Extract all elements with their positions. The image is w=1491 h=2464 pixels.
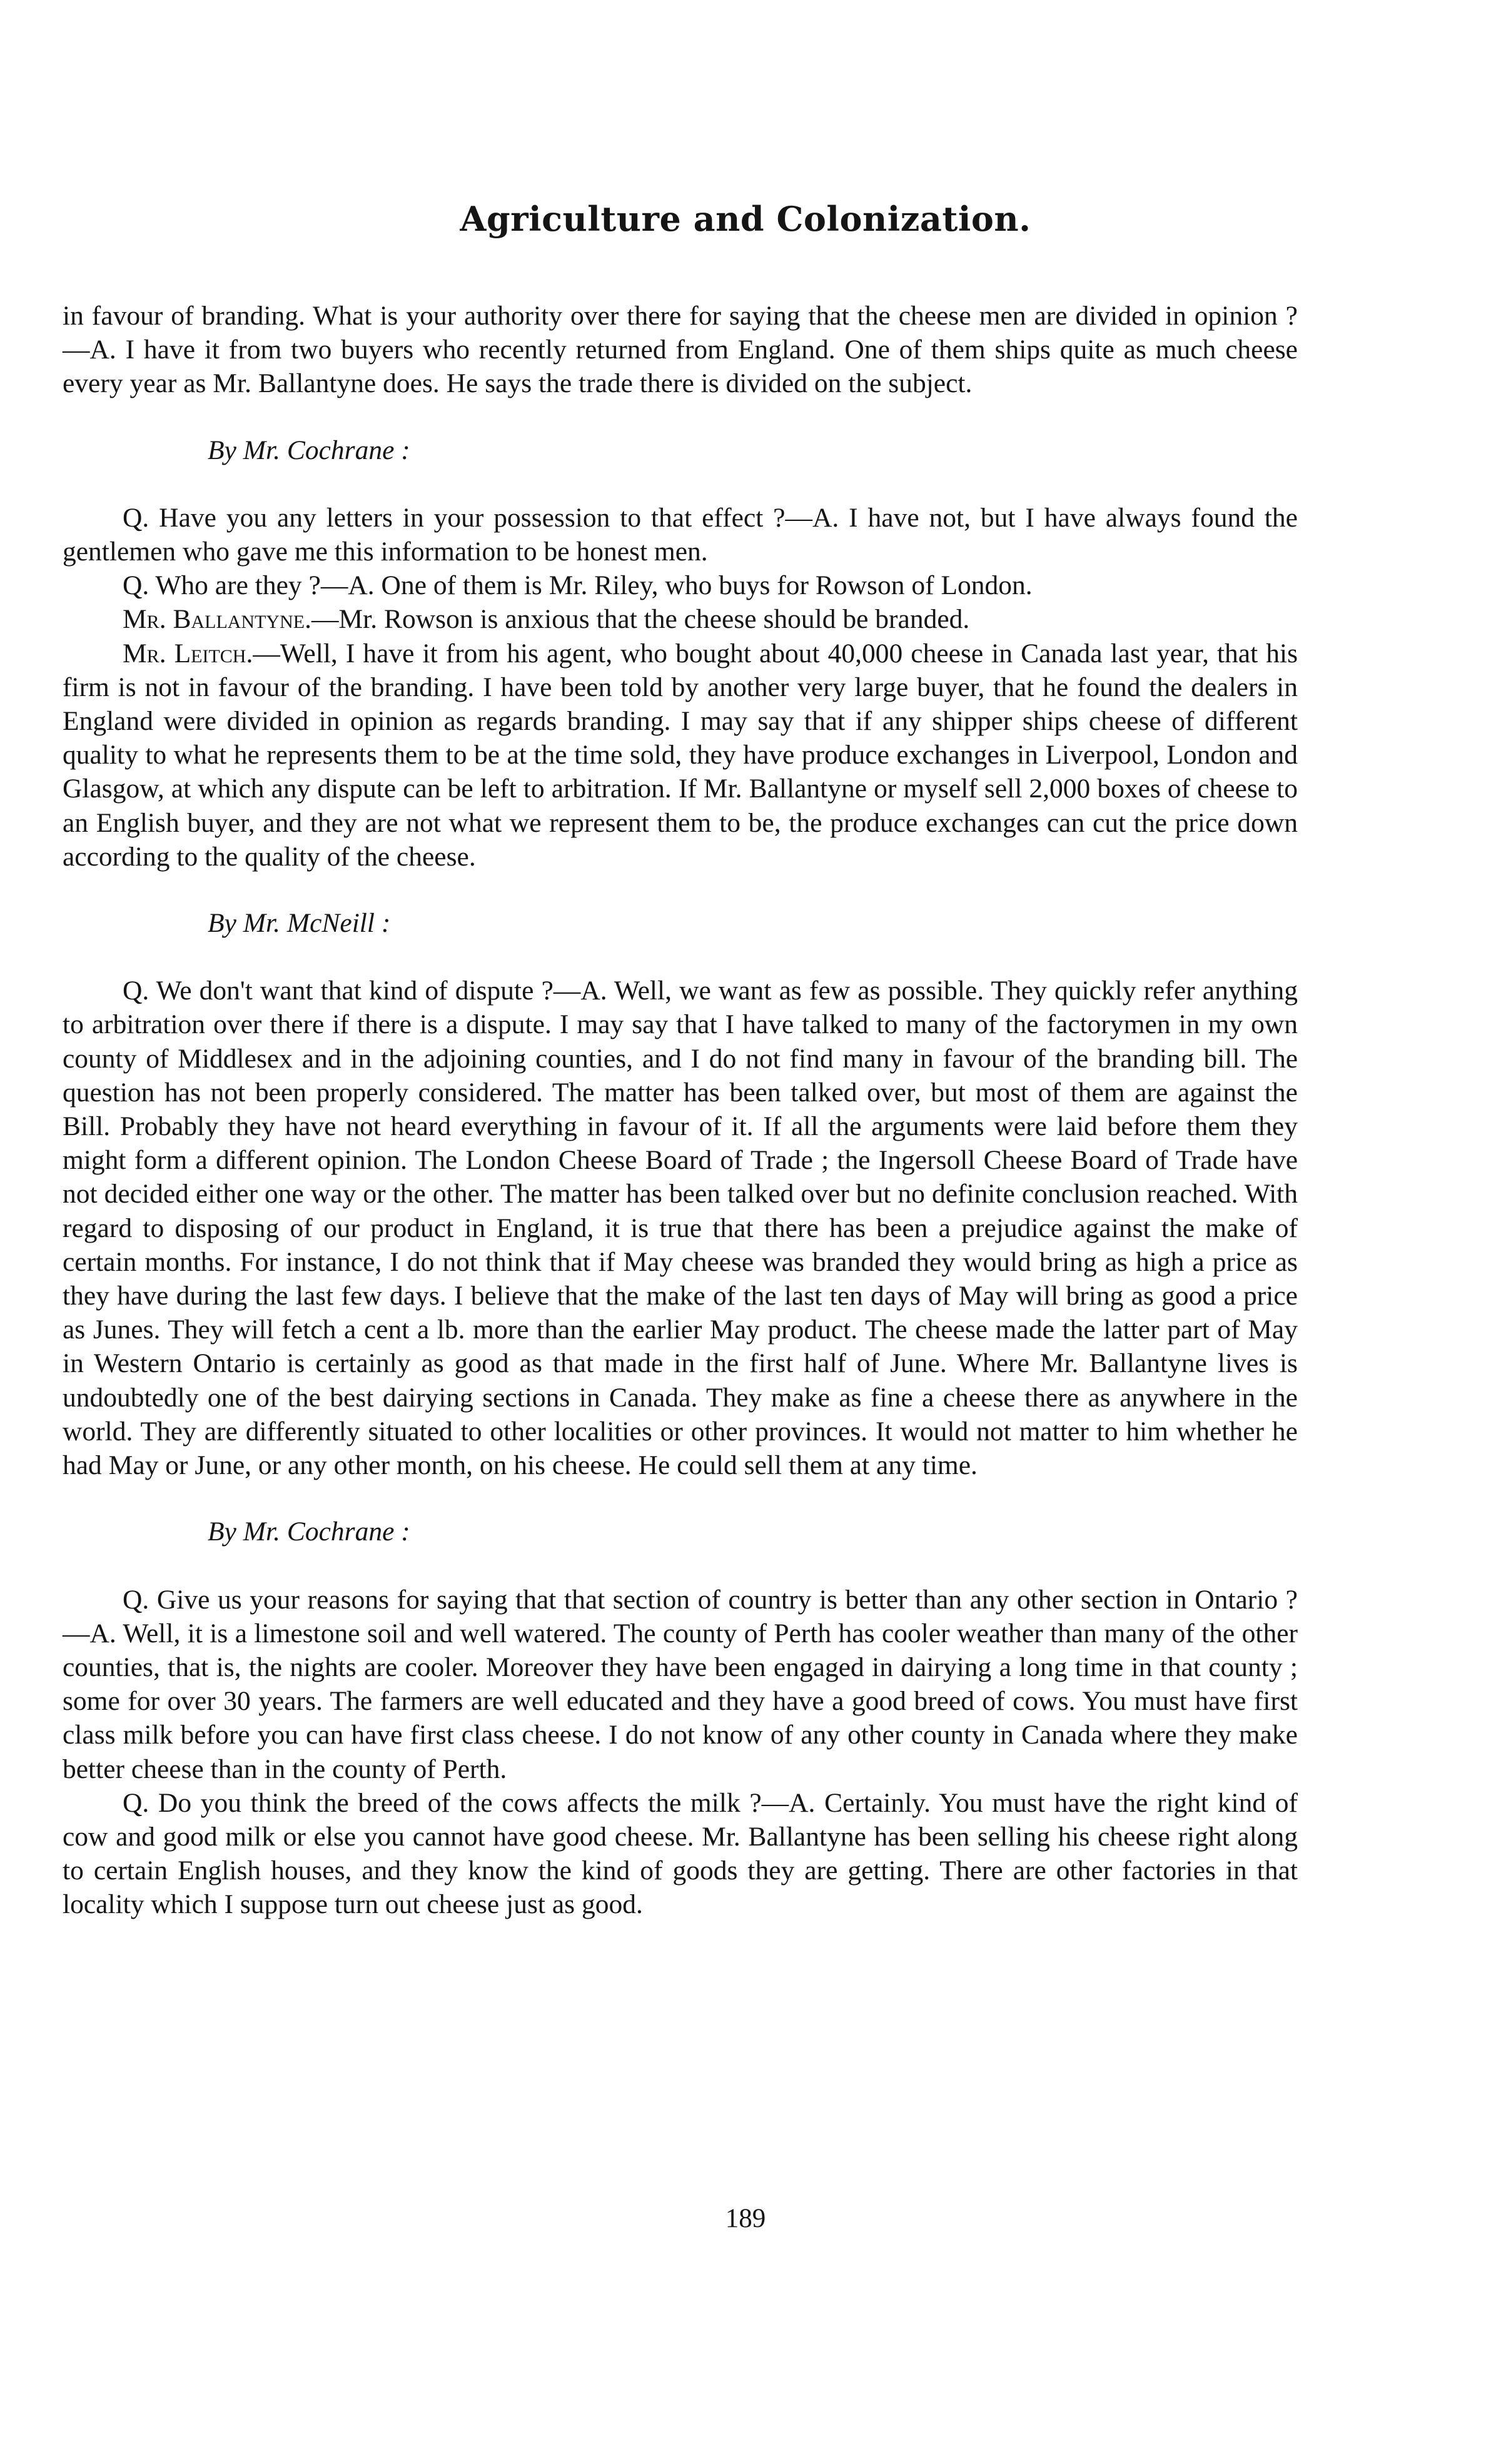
paragraph-statement [63, 637, 1298, 874]
speaker-heading-cochrane: By Mr. Cochrane : [208, 1517, 410, 1547]
speaker-name: Mr. Leitch. [123, 638, 253, 669]
document-body [63, 299, 1298, 1922]
speaker-heading-cochrane: By Mr. Cochrane : [208, 435, 410, 465]
paragraph-question: Q. Do you think the breed of the cows affects the milk ?—A. Certainly. You must have the right kind of cow and good milk or else you cannot have good cheese. Mr. Ballantyne has been selling his cheese right along to certain English houses, and they know the kind of goods they are getting. There are other factories in that locality which I suppose turn out cheese just as good. [63, 1787, 1298, 1920]
paragraph-question: Q. Have you any letters in your possession to that effect ?—A. I have not, but I have always found the gentlemen who gave me this information to be honest men. [63, 502, 1298, 567]
page-number: 189 [725, 2204, 766, 2233]
page-title: Agriculture and Colonization. [460, 199, 1031, 239]
speaker-name: Mr. Ballantyne. [123, 604, 311, 635]
paragraph-question: Q. Who are they ?—A. One of them is Mr. Riley, who buys for Rowson of London. [123, 570, 1033, 601]
paragraph-question: Q. We don't want that kind of dispute ?—A. Well, we want as few as possible. They quickly refer anything to arbitration over there if there is a dispute. I may say that I have talked to many of the factorymen in my own county of Middlesex and in the adjoining counties, and I do not find many in favour of the branding bill. The question has not been properly considered. The matter has been talked over, but most of them are against the Bill. Probably they have not heard everything in favour of it. If all the arguments were laid before them they might form a different opinion. The London Cheese Board of Trade ; the Ingersoll Cheese Board of Trade have not decided either one way or the other. The matter has been talked over but no definite conclusion reached. With regard to disposing of our product in England, it is true that there has been a prejudice against the make of certain months. For instance, I do not think that if May cheese was branded they would bring as high a price as they have during the last few days. I believe that the make of the last ten days of May will bring as good a price as Junes. They will fetch a cent a lb. more than the earlier May product. The cheese made the latter part of May in Western Ontario is certainly as good as that made in the first half of June. Where Mr. Ballantyne lives is undoubtedly one of the best dairying sections in Canada. They make as fine a cheese there as anywhere in the world. They are differently situated to other localities or other provinces. It would not matter to him whether he had May or June, or any other month, on his cheese. He could sell them at any time. [63, 976, 1298, 1481]
statement-text: —Well, I have it from his agent, who bought about 40,000 cheese in Canada last year, that his firm is not in favour of the branding. I have been told by another very large buyer, that he found the dealers in England were divided in opinion as regards branding. I may say that if any shipper ships cheese of different quality to what he represents them to be at the time sold, they have produce exchanges in Liverpool, London and Glasgow, at which any dispute can be left to arbitration. If Mr. Ballantyne or myself sell 2,000 boxes of cheese to an English buyer, and they are not what we represent them to be, the produce exchanges can cut the price down according to the quality of the cheese. [63, 638, 1298, 872]
statement-text: —Mr. Rowson is anxious that the cheese should be branded. [311, 604, 970, 635]
paragraph-question: Q. Give us your reasons for saying that that section of country is better than any other section in Ontario ?—A. Well, it is a limestone soil and well watered. The county of Perth has cooler weather than many of the other counties, that is, the nights are cooler. Moreover they have been engaged in dairying a long time in that county ; some for over 30 years. The farmers are well educated and they have a good breed of cows. You must have first class milk before you can have first class cheese. I do not know of any other county in Canada where they make better cheese than in the county of Perth. [63, 1584, 1298, 1784]
paragraph-statement [63, 602, 1298, 636]
paragraph-continuation: in favour of branding. What is your authority over there for saying that the cheese men are divided in opinion ?—A. I have it from two buyers who recently returned from England. One of them ships quite as much cheese every year as Mr. Ballantyne does. He says the trade there is divided on the subject. [63, 301, 1298, 399]
speaker-heading-mcneill: By Mr. McNeill : [208, 908, 391, 939]
